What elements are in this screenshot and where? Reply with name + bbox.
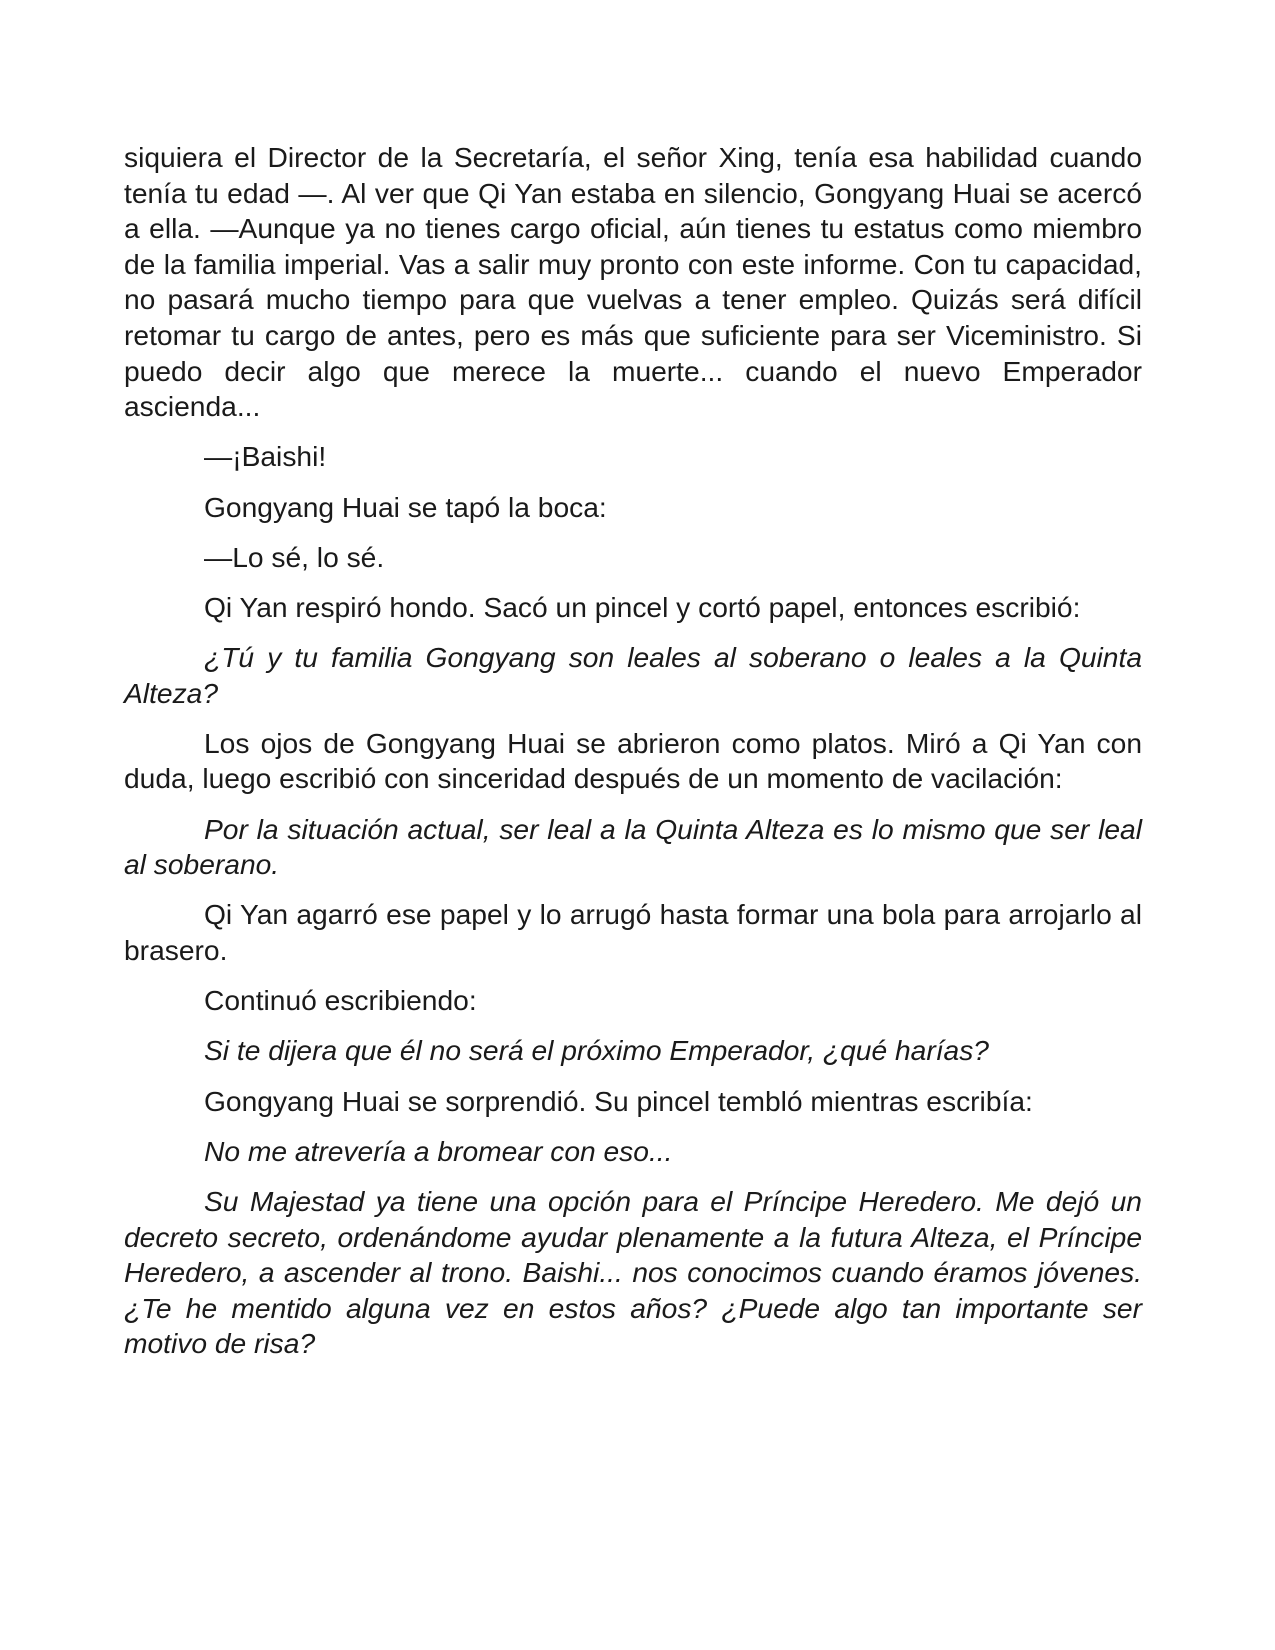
paragraph-5: Qi Yan respiró hondo. Sacó un pincel y cortó papel, entonces escribió: bbox=[204, 590, 1081, 623]
document-page bbox=[124, 140, 1142, 1377]
paragraph-2: —¡Baishi! bbox=[204, 440, 327, 473]
paragraph-7: Los ojos de Gongyang Huai se abrieron como platos. Miró a Qi Yan con duda, luego escribió con sinceridad después de un momento de vacilación: bbox=[124, 726, 1142, 795]
paragraph-11: Si te dijera que él no será el próximo Emperador, ¿qué harías? bbox=[204, 1034, 989, 1067]
paragraph-12: Gongyang Huai se sorprendió. Su pincel tembló mientras escribía: bbox=[204, 1084, 1033, 1117]
paragraph-13: No me atrevería a bromear con eso... bbox=[204, 1134, 673, 1167]
paragraph-14: Su Majestad ya tiene una opción para el Príncipe Heredero. Me dejó un decreto secreto, ordenándome ayudar plenamente a la futura Alteza, el Príncipe Heredero, a ascender al trono. Baishi... nos conocimos cuando éramos jóvenes. ¿Te he mentido alguna vez en estos años? ¿Puede algo tan importante ser motivo de risa? bbox=[124, 1184, 1142, 1360]
paragraph-4: —Lo sé, lo sé. bbox=[204, 540, 385, 573]
paragraph-8: Por la situación actual, ser leal a la Quinta Alteza es lo mismo que ser leal al soberano. bbox=[124, 812, 1142, 881]
paragraph-10: Continuó escribiendo: bbox=[204, 984, 477, 1017]
paragraph-3: Gongyang Huai se tapó la boca: bbox=[204, 490, 607, 523]
paragraph-9: Qi Yan agarró ese papel y lo arrugó hasta formar una bola para arrojarlo al brasero. bbox=[124, 898, 1142, 967]
paragraph-1: siquiera el Director de la Secretaría, el señor Xing, tenía esa habilidad cuando tenía tu edad —. Al ver que Qi Yan estaba en silencio, Gongyang Huai se acercó a ella. —Aunque ya no tienes cargo oficial, aún tienes tu estatus como miembro de la familia imperial. Vas a salir muy pronto con este informe. Con tu capacidad, no pasará mucho tiempo para que vuelvas a tener empleo. Quizás será difícil retomar tu cargo de antes, pero es más que suficiente para ser Viceministro. Si puedo decir algo que merece la muerte... cuando el nuevo Emperador ascienda... bbox=[124, 141, 1142, 423]
paragraph-6: ¿Tú y tu familia Gongyang son leales al soberano o leales a la Quinta Alteza? bbox=[124, 641, 1142, 709]
